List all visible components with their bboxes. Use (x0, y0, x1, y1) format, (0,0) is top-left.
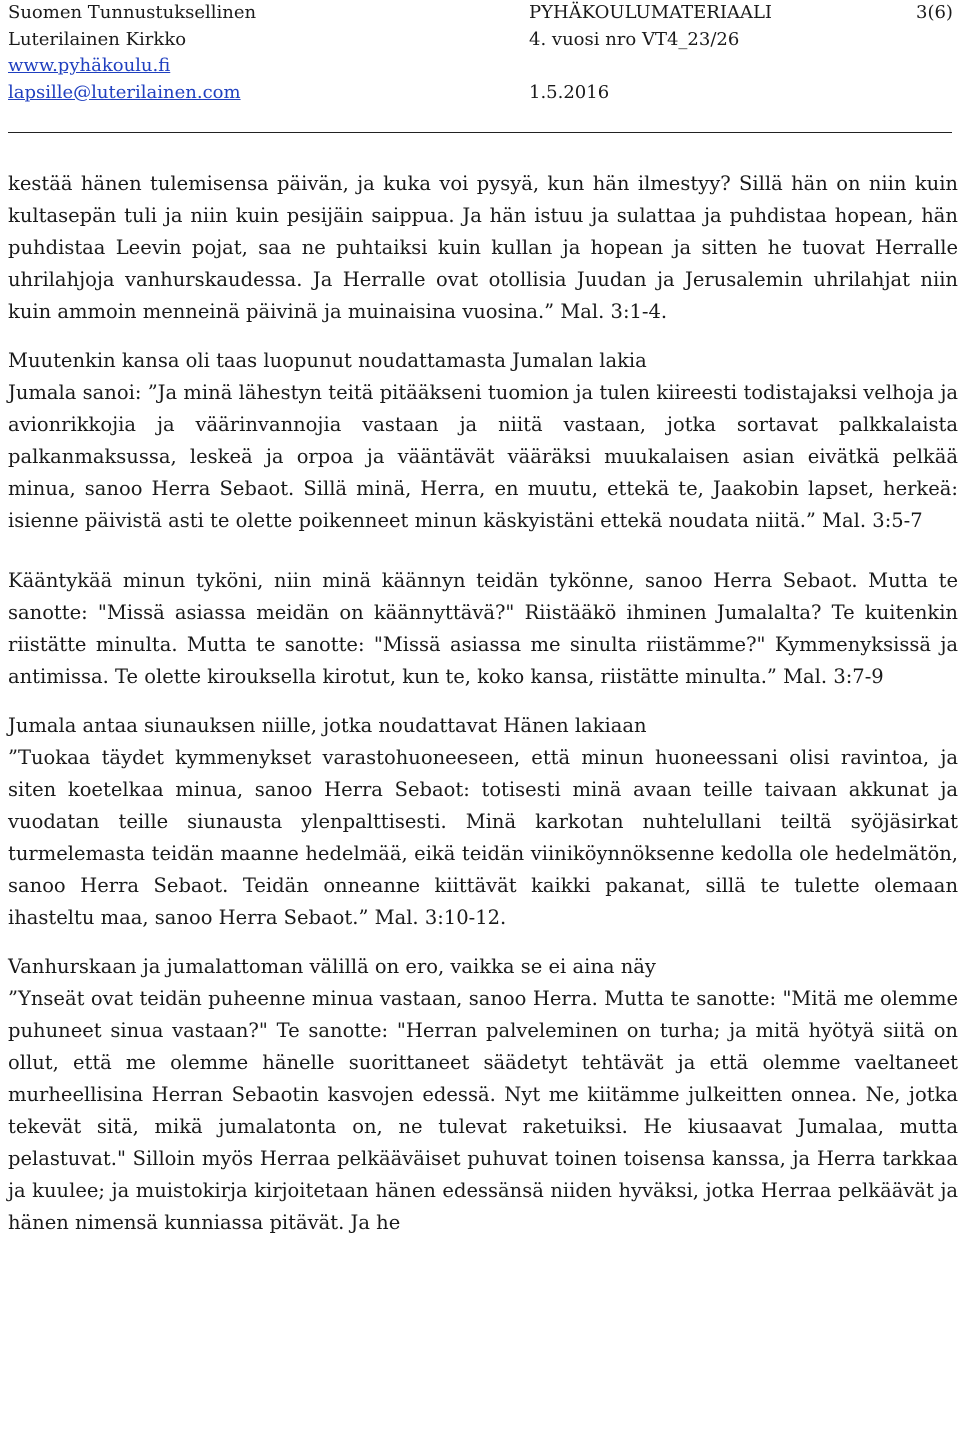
org-name: Suomen Tunnustuksellinen (8, 2, 257, 23)
section1-quote-2: Kääntykää minun tyköni, niin minä käännyn teidän tykönne, sanoo Herra Sebaot. Mutta te sanotte: "Missä asiassa meidän on käännyttävä?" Riistääkö ihminen Jumalalta? Te kuitenkin riistätte minulta. Mutta te sanotte: "Missä asiassa me sinulta riistämme?" Kymmenyksissä ja antimissa. Te olette kirouksella kirotut, kun te, koko kansa, riistätte minulta.” Mal. 3:7-9 (8, 569, 958, 688)
spacer (8, 693, 958, 710)
doc-subtitle: 4. vuosi nro VT4_23/26 (529, 28, 740, 50)
email-link[interactable]: lapsille@luterilainen.com (8, 81, 241, 103)
section-heading-2: Jumala antaa siunauksen niille, jotka noudattavat Hänen lakiaan (8, 714, 647, 737)
section2-quote: ”Tuokaa täydet kymmenykset varastohuoneeseen, että minun huoneessani olisi ravintoa, ja siten koetelkaa minua, sanoo Herra Sebaot: totisesti minä avaan teille taivaan akkunat ja vuodatan teille siunausta ylenpalttisesti. Minä karkotan nuhtelullani teiltä syöjäsirkat turmelemasta teidän maanne hedelmää, eikä teidän viiniköynnöksenne kedolla ole hedelmätön, sanoo Herra Sebaot. Teidän onneanne kiittävät kaikki pakanat, sillä te tulette olemaan ihasteltu maa, sanoo Herra Sebaot.” Mal. 3:10-12. (8, 746, 958, 929)
section-heading-1: Muutenkin kansa oli taas luopunut noudattamasta Jumalan lakia (8, 349, 647, 372)
header-row-2 (8, 27, 952, 54)
intro-quote: kestää hänen tulemisensa päivän, ja kuka voi pysyä, kun hän ilmestyy? Sillä hän on niin kuin kultasepän tuli ja niin kuin pesijäin saippua. Ja hän istuu ja sulattaa ja puhdistaa hopean, hän puhdistaa Leevin pojat, saa ne puhtaiksi kuin kullan ja hopean ja sitten he tuovat Herralle uhrilahjoja vanhurskaudessa. Ja Herralle ovat otollisia Juudan ja Jerusalemin uhrilahjat niin kuin ammoin menneinä päivinä ja muinaisina vuosina.” Mal. 3:1-4. (8, 172, 958, 323)
page-header (8, 0, 952, 106)
section1-quote-1: Jumala sanoi: ”Ja minä lähestyn teitä pitääkseni tuomion ja tulen kiireesti todistajaksi velhoja ja avionrikkojia ja väärinvannojia vastaan ja niitä vastaan, jotka sortavat palkkalaista palkanmaksussa, leskeä ja orpoa ja vääntävät vääräksi muukalaisen asian eivätkä pelkää minua, sanoo Herra Sebaot. Sillä minä, Herra, en muutu, ettekä te, Jaakobin lapset, herkeä: isienne päivistä asti te olette poikenneet minun käskyistäni ettekä noudata niitä.” Mal. 3:5-7 (8, 381, 958, 532)
page-number: 3(6) (916, 2, 953, 23)
header-row-3 (8, 53, 952, 80)
section-heading-3: Vanhurskaan ja jumalattoman välillä on ero, vaikka se ei aina näy (8, 955, 656, 978)
document-body (8, 168, 958, 1239)
header-row-4 (8, 80, 952, 107)
section3-quote: ”Ynseät ovat teidän puheenne minua vastaan, sanoo Herra. Mutta te sanotte: "Mitä me olemme puhuneet sinua vastaan?" Te sanotte: "Herran palveleminen on turha; ja mitä hyötyä siitä on ollut, että me olemme hänelle suorittaneet säädetyt tehtävät ja että olemme vaeltaneet murheellisina Herran Sebaotin kasvojen edessä. Nyt me kiitämme julkeitten onnea. Ne, jotka tekevät sitä, mikä jumalatonta on, ne tulevat raketuiksi. He kiusaavat Jumalaa, mutta pelastuvat." Silloin myös Herraa pelkääväiset puhuvat toinen toisensa kanssa, ja Herra tarkkaa ja kuulee; ja muistokirja kirjoitetaan hänen edessänsä niiden hyväksi, jotka Herraa pelkäävät ja hänen nimensä kunniassa pitävät. Ja he (8, 987, 958, 1234)
doc-date: 1.5.2016 (529, 81, 610, 103)
church-name: Luterilainen Kirkko (8, 28, 187, 50)
spacer (8, 934, 958, 951)
header-divider (8, 132, 952, 133)
spacer (8, 537, 958, 565)
doc-title: PYHÄKOULUMATERIAALI (529, 2, 773, 23)
header-row-1 (8, 0, 952, 27)
spacer (8, 328, 958, 345)
website-link[interactable]: www.pyhäkoulu.fi (8, 55, 171, 76)
